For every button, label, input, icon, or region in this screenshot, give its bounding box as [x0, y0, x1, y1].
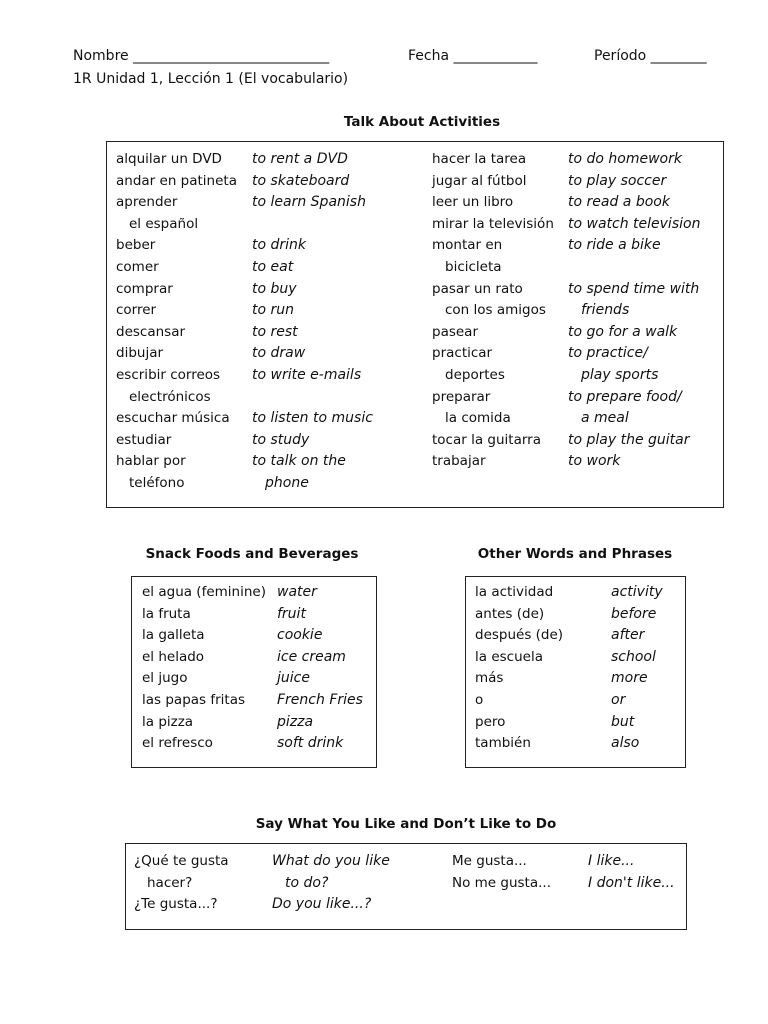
vocab-entry: hablar por — [116, 453, 186, 470]
vocab-entry: después (de) — [475, 627, 564, 644]
unit-lesson-heading: 1R Unidad 1, Lección 1 (El vocabulario) — [73, 71, 349, 87]
likes-box — [125, 843, 687, 930]
activities-box — [106, 141, 724, 508]
vocab-entry: to write e-mails — [252, 367, 362, 383]
vocab-entry: escuchar música — [116, 410, 230, 427]
vocab-entry: to practice/ — [568, 345, 648, 362]
vocab-entry: school — [611, 648, 656, 665]
vocab-entry: to watch television — [568, 215, 701, 232]
vocab-entry: hacer la tarea — [432, 151, 527, 167]
vocab-entry: practicar — [432, 345, 493, 362]
vocab-entry: la pizza — [142, 713, 194, 730]
vocab-entry: to go for a walk — [568, 323, 678, 340]
vocab-entry: to skateboard — [252, 172, 350, 189]
vocab-entry: el jugo — [142, 670, 188, 687]
vocab-entry: aprender — [116, 194, 178, 211]
vocab-entry: estudiar — [116, 431, 172, 448]
likes-title: Say What You Like and Don’t Like to Do — [255, 816, 557, 832]
vocab-entry: montar en — [432, 237, 503, 254]
vocab-entry: to learn Spanish — [252, 194, 366, 211]
vocab-entry: I don't like... — [588, 874, 675, 891]
vocab-entry: cookie — [277, 627, 323, 644]
vocab-entry: beber — [116, 237, 156, 254]
vocab-entry: after — [611, 627, 645, 644]
vocab-entry: más — [475, 670, 504, 687]
vocab-entry: también — [475, 735, 531, 752]
vocab-entry: andar en patineta — [116, 172, 237, 189]
vocab-entry: to spend time with — [568, 280, 700, 297]
other-words-title: Other Words and Phrases — [477, 546, 673, 562]
vocab-entry: juice — [277, 670, 310, 687]
vocab-entry: trabajar — [432, 453, 486, 470]
vocab-entry: to run — [252, 302, 295, 319]
vocab-entry: descansar — [116, 323, 186, 340]
vocab-entry: ¿Te gusta...? — [134, 896, 218, 913]
vocab-entry: to prepare food/ — [568, 388, 682, 405]
vocab-entry: to rent a DVD — [252, 151, 348, 167]
vocab-entry: preparar — [432, 388, 491, 405]
vocab-entry: Do you like...? — [272, 896, 372, 913]
vocab-entry: to rest — [252, 323, 298, 340]
vocab-entry: correr — [116, 302, 157, 319]
vocab-entry: to work — [568, 453, 621, 470]
vocab-entry: What do you like — [272, 853, 390, 869]
vocab-entry: activity — [611, 584, 663, 600]
vocab-entry: French Fries — [277, 692, 363, 708]
vocab-entry: pero — [475, 713, 506, 730]
vocab-entry: el agua (feminine) — [142, 584, 266, 600]
vocab-entry: to study — [252, 431, 310, 448]
vocab-entry: teléfono — [129, 475, 185, 491]
vocab-entry: escribir correos — [116, 367, 221, 383]
vocab-entry: con los amigos — [445, 302, 546, 319]
vocab-entry: el helado — [142, 648, 205, 665]
vocab-entry: to ride a bike — [568, 237, 661, 254]
vocab-entry: to buy — [252, 280, 297, 297]
activities-title: Talk About Activities — [343, 114, 501, 130]
other-words-box — [465, 576, 686, 768]
vocab-entry: to read a book — [568, 194, 670, 211]
period-field-label: Período ________ — [594, 48, 707, 64]
vocab-entry: la escuela — [475, 648, 543, 665]
vocab-entry: a meal — [581, 410, 629, 427]
vocab-entry: bicicleta — [445, 259, 502, 275]
vocab-entry: dibujar — [116, 345, 164, 362]
vocab-entry: pasar un rato — [432, 280, 523, 297]
vocab-entry: el refresco — [142, 735, 213, 752]
vocab-entry: soft drink — [277, 735, 344, 752]
vocab-entry: pasear — [432, 323, 479, 340]
vocab-entry: antes (de) — [475, 605, 545, 622]
vocab-entry: No me gusta... — [452, 874, 551, 891]
vocab-entry: jugar al fútbol — [432, 172, 527, 189]
vocab-entry: but — [611, 713, 635, 730]
vocab-entry: water — [277, 584, 317, 600]
vocab-entry: pizza — [277, 713, 314, 730]
vocab-entry: alquilar un DVD — [116, 151, 222, 167]
name-field-label: Nombre ____________________________ — [73, 48, 330, 64]
vocab-entry: to talk on the — [252, 453, 346, 470]
vocab-entry: hacer? — [147, 874, 193, 891]
vocab-entry: mirar la televisión — [432, 215, 554, 232]
vocab-entry: to play soccer — [568, 172, 667, 189]
vocab-entry: or — [611, 692, 626, 708]
vocab-entry: phone — [265, 475, 309, 491]
vocab-entry: el español — [129, 215, 199, 232]
vocab-entry: deportes — [445, 367, 505, 383]
vocab-entry: to eat — [252, 259, 294, 275]
vocab-entry: leer un libro — [432, 194, 514, 211]
vocab-entry: o — [475, 692, 484, 708]
vocab-entry: to play the guitar — [568, 431, 690, 448]
vocab-entry: la fruta — [142, 605, 191, 622]
vocab-entry: to do? — [285, 874, 329, 891]
vocab-entry: before — [611, 605, 657, 622]
vocab-entry: electrónicos — [129, 388, 211, 405]
vocab-entry: tocar la guitarra — [432, 431, 541, 448]
vocab-entry: ¿Qué te gusta — [134, 853, 229, 869]
vocab-entry: ice cream — [277, 648, 346, 665]
vocab-entry: I like... — [588, 853, 635, 869]
vocab-entry: fruit — [277, 605, 306, 622]
vocab-entry: also — [611, 735, 640, 752]
snacks-box — [131, 576, 377, 768]
vocab-entry: to drink — [252, 237, 307, 254]
vocab-entry: la actividad — [475, 584, 554, 600]
vocab-entry: play sports — [581, 367, 659, 383]
vocab-entry: to do homework — [568, 151, 682, 167]
date-field-label: Fecha ____________ — [408, 48, 538, 64]
vocab-entry: to listen to music — [252, 410, 373, 427]
vocab-entry: comer — [116, 259, 159, 275]
vocab-entry: more — [611, 670, 648, 687]
snacks-title: Snack Foods and Beverages — [145, 546, 359, 562]
vocab-entry: la comida — [445, 410, 511, 427]
vocab-entry: la galleta — [142, 627, 205, 644]
vocab-entry: to draw — [252, 345, 306, 362]
vocab-entry: las papas fritas — [142, 692, 246, 708]
vocab-entry: Me gusta... — [452, 853, 527, 869]
vocab-entry: comprar — [116, 280, 173, 297]
vocab-entry: friends — [581, 302, 630, 319]
